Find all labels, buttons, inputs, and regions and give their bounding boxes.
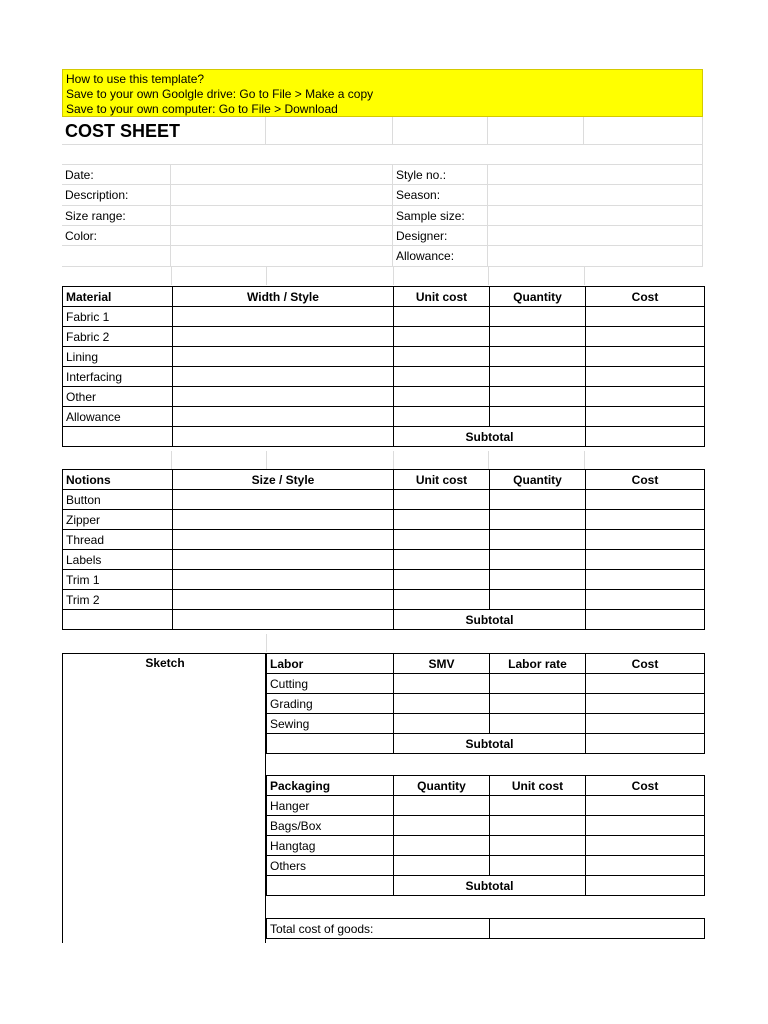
cell[interactable] xyxy=(267,876,394,896)
cell[interactable] xyxy=(586,856,705,876)
cell[interactable] xyxy=(490,387,586,407)
cost-header: Cost xyxy=(586,654,705,674)
cell[interactable] xyxy=(490,327,586,347)
spacer-row xyxy=(62,634,703,652)
material-header-row xyxy=(63,287,705,307)
cell[interactable] xyxy=(394,530,490,550)
row-label: Interfacing xyxy=(63,367,173,387)
style-no-label: Style no.: xyxy=(393,165,488,185)
row-label: Other xyxy=(63,387,173,407)
subtotal-row xyxy=(63,427,705,447)
cell[interactable] xyxy=(584,117,703,145)
cell[interactable] xyxy=(394,816,490,836)
quantity-header: Quantity xyxy=(394,776,490,796)
cell[interactable] xyxy=(586,530,705,550)
labor-header-row xyxy=(267,654,705,674)
header-info-grid xyxy=(62,117,703,267)
row-label: Labels xyxy=(63,550,173,570)
cell[interactable] xyxy=(586,367,705,387)
designer-field[interactable] xyxy=(488,226,703,246)
allowance-label: Allowance: xyxy=(393,246,488,267)
season-field[interactable] xyxy=(488,185,703,206)
table-row xyxy=(63,327,705,347)
cell[interactable] xyxy=(173,530,394,550)
cell[interactable] xyxy=(173,427,394,447)
cell[interactable] xyxy=(394,387,490,407)
unit-cost-header: Unit cost xyxy=(490,776,586,796)
cell[interactable] xyxy=(586,694,705,714)
table-row xyxy=(63,530,705,550)
cell[interactable] xyxy=(173,407,394,427)
row-label: Zipper xyxy=(63,510,173,530)
cell[interactable] xyxy=(490,347,586,367)
cell[interactable] xyxy=(394,307,490,327)
cell[interactable] xyxy=(394,796,490,816)
table-row xyxy=(63,367,705,387)
table-row xyxy=(63,347,705,367)
row-label: Thread xyxy=(63,530,173,550)
cell[interactable] xyxy=(393,117,488,145)
material-header: Material xyxy=(63,287,173,307)
cell[interactable] xyxy=(173,610,394,630)
cell[interactable] xyxy=(173,550,394,570)
cell[interactable] xyxy=(490,570,586,590)
cell[interactable] xyxy=(394,407,490,427)
subtotal-row xyxy=(267,734,705,754)
cell[interactable] xyxy=(490,367,586,387)
notions-header-row xyxy=(63,470,705,490)
labor-header: Labor xyxy=(267,654,394,674)
sketch-label: Sketch xyxy=(145,656,185,670)
date-field[interactable] xyxy=(171,165,393,185)
smv-header: SMV xyxy=(394,654,490,674)
spacer-row xyxy=(62,451,703,469)
cell[interactable] xyxy=(394,570,490,590)
notions-table xyxy=(62,469,705,630)
cell[interactable] xyxy=(173,387,394,407)
row-label: Bags/Box xyxy=(267,816,394,836)
subtotal-label: Subtotal xyxy=(394,876,586,896)
table-row xyxy=(267,816,705,836)
cell[interactable] xyxy=(394,856,490,876)
cell[interactable] xyxy=(62,246,171,267)
row-label: Lining xyxy=(63,347,173,367)
table-row xyxy=(63,510,705,530)
cell[interactable] xyxy=(394,510,490,530)
cell[interactable] xyxy=(63,427,173,447)
table-row xyxy=(267,796,705,816)
row-label: Others xyxy=(267,856,394,876)
row-label: Fabric 1 xyxy=(63,307,173,327)
cell[interactable] xyxy=(586,836,705,856)
subtotal-label: Subtotal xyxy=(394,610,586,630)
season-label: Season: xyxy=(393,185,488,206)
cell[interactable] xyxy=(586,387,705,407)
table-row xyxy=(63,590,705,610)
subtotal-value[interactable] xyxy=(586,427,705,447)
subtotal-row xyxy=(267,876,705,896)
cell[interactable] xyxy=(490,510,586,530)
style-no-field[interactable] xyxy=(488,165,703,185)
cell[interactable] xyxy=(586,490,705,510)
notions-header: Notions xyxy=(63,470,173,490)
packaging-table xyxy=(266,775,705,896)
table-row xyxy=(267,856,705,876)
cell[interactable] xyxy=(171,246,393,267)
cell[interactable] xyxy=(490,674,586,694)
cell[interactable] xyxy=(394,347,490,367)
cell[interactable] xyxy=(586,327,705,347)
sample-size-label: Sample size: xyxy=(393,206,488,226)
subtotal-row xyxy=(63,610,705,630)
cell[interactable] xyxy=(394,367,490,387)
cell[interactable] xyxy=(394,694,490,714)
row-label: Grading xyxy=(267,694,394,714)
table-row xyxy=(63,407,705,427)
unit-cost-header: Unit cost xyxy=(394,287,490,307)
cell[interactable] xyxy=(490,550,586,570)
cost-header: Cost xyxy=(586,287,705,307)
cell[interactable] xyxy=(586,407,705,427)
cost-header: Cost xyxy=(586,776,705,796)
cell[interactable] xyxy=(394,836,490,856)
cell[interactable] xyxy=(490,714,586,734)
cell[interactable] xyxy=(394,327,490,347)
spacer-row xyxy=(62,267,703,285)
subtotal-value[interactable] xyxy=(586,734,705,754)
row-label: Trim 2 xyxy=(63,590,173,610)
material-table xyxy=(62,286,705,447)
subtotal-label: Subtotal xyxy=(394,734,586,754)
row-label: Trim 1 xyxy=(63,570,173,590)
instructions-line-3: Save to your own computer: Go to File > Download xyxy=(66,102,338,116)
color-label: Color: xyxy=(62,226,171,246)
row-label: Hangtag xyxy=(267,836,394,856)
row-label: Allowance xyxy=(63,407,173,427)
cell[interactable] xyxy=(586,347,705,367)
row-label: Hanger xyxy=(267,796,394,816)
table-row xyxy=(63,307,705,327)
table-row xyxy=(267,694,705,714)
cell[interactable] xyxy=(490,836,586,856)
description-label: Description: xyxy=(62,185,171,206)
instructions-banner xyxy=(62,69,703,117)
cell[interactable] xyxy=(490,307,586,327)
cell[interactable] xyxy=(394,590,490,610)
blank-row xyxy=(62,145,703,165)
size-range-label: Size range: xyxy=(62,206,171,226)
table-row xyxy=(63,550,705,570)
unit-cost-header: Unit cost xyxy=(394,470,490,490)
labor-table xyxy=(266,653,705,754)
width-style-header: Width / Style xyxy=(173,287,394,307)
cell[interactable] xyxy=(173,367,394,387)
cell[interactable] xyxy=(394,550,490,570)
date-label: Date: xyxy=(62,165,171,185)
cell[interactable] xyxy=(586,570,705,590)
sketch-area[interactable] xyxy=(62,653,266,943)
table-row xyxy=(267,714,705,734)
cell[interactable] xyxy=(586,510,705,530)
cell[interactable] xyxy=(586,550,705,570)
cell[interactable] xyxy=(173,510,394,530)
table-row xyxy=(63,490,705,510)
color-field[interactable] xyxy=(171,226,393,246)
subtotal-value[interactable] xyxy=(586,610,705,630)
cell[interactable] xyxy=(488,117,584,145)
table-row xyxy=(63,387,705,407)
cell[interactable] xyxy=(394,714,490,734)
cell[interactable] xyxy=(490,694,586,714)
cell[interactable] xyxy=(490,490,586,510)
cell[interactable] xyxy=(490,856,586,876)
cell[interactable] xyxy=(173,590,394,610)
total-cost-value[interactable] xyxy=(490,919,705,939)
cell[interactable] xyxy=(586,714,705,734)
cell[interactable] xyxy=(490,530,586,550)
cell[interactable] xyxy=(490,796,586,816)
cell[interactable] xyxy=(490,816,586,836)
labor-rate-header: Labor rate xyxy=(490,654,586,674)
cell[interactable] xyxy=(173,307,394,327)
cell[interactable] xyxy=(173,490,394,510)
cell[interactable] xyxy=(394,490,490,510)
page-title: COST SHEET xyxy=(62,117,266,145)
cell[interactable] xyxy=(394,674,490,694)
row-label: Button xyxy=(63,490,173,510)
sample-size-field[interactable] xyxy=(488,206,703,226)
allowance-field[interactable] xyxy=(488,246,703,267)
quantity-header: Quantity xyxy=(490,470,586,490)
cell[interactable] xyxy=(586,307,705,327)
cell[interactable] xyxy=(586,796,705,816)
cost-header: Cost xyxy=(586,470,705,490)
cell[interactable] xyxy=(490,407,586,427)
cell[interactable] xyxy=(266,117,393,145)
cell[interactable] xyxy=(490,590,586,610)
cell[interactable] xyxy=(586,674,705,694)
cell[interactable] xyxy=(173,347,394,367)
table-row xyxy=(267,674,705,694)
packaging-header: Packaging xyxy=(267,776,394,796)
quantity-header: Quantity xyxy=(490,287,586,307)
cell[interactable] xyxy=(586,816,705,836)
table-row xyxy=(267,836,705,856)
cell[interactable] xyxy=(63,610,173,630)
cell[interactable] xyxy=(586,590,705,610)
cell[interactable] xyxy=(267,734,394,754)
designer-label: Designer: xyxy=(393,226,488,246)
table-row xyxy=(63,570,705,590)
row-label: Cutting xyxy=(267,674,394,694)
total-cost-label: Total cost of goods: xyxy=(267,919,490,939)
row-label: Sewing xyxy=(267,714,394,734)
size-range-field[interactable] xyxy=(171,206,393,226)
subtotal-label: Subtotal xyxy=(394,427,586,447)
cell[interactable] xyxy=(173,327,394,347)
packaging-header-row xyxy=(267,776,705,796)
cell[interactable] xyxy=(173,570,394,590)
description-field[interactable] xyxy=(171,185,393,206)
instructions-line-2: Save to your own Goolgle drive: Go to File > Make a copy xyxy=(66,87,374,101)
total-table xyxy=(266,918,705,939)
size-style-header: Size / Style xyxy=(173,470,394,490)
row-label: Fabric 2 xyxy=(63,327,173,347)
instructions-line-1: How to use this template? xyxy=(66,72,205,86)
subtotal-value[interactable] xyxy=(586,876,705,896)
total-row xyxy=(267,919,705,939)
